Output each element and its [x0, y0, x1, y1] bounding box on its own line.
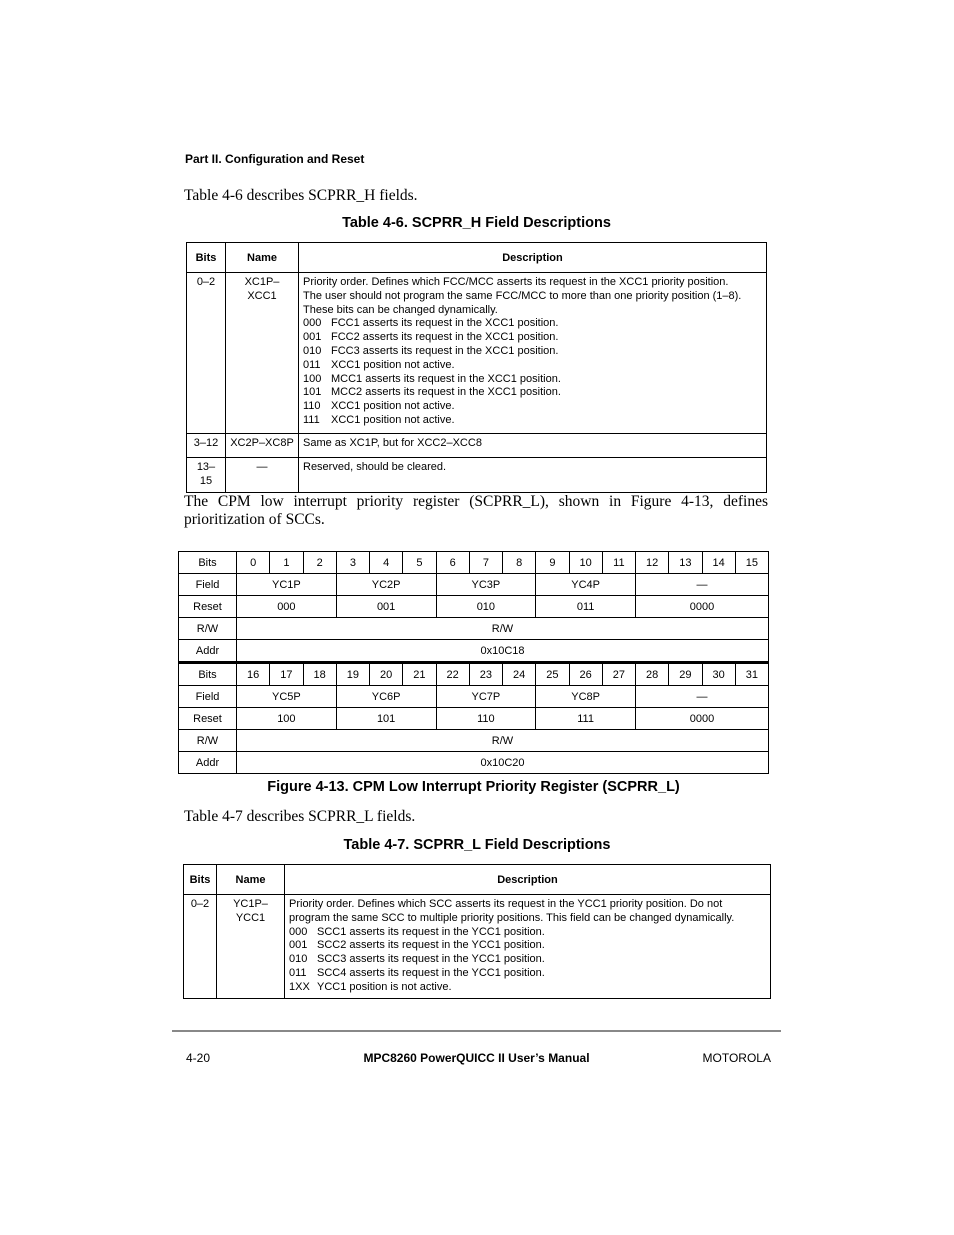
bits-cell: 0–2 [187, 273, 226, 434]
reset-value: 100 [237, 708, 337, 730]
code-text: SCC2 asserts its request in the YCC1 position. [317, 939, 545, 952]
field-name: YC2P [336, 574, 436, 596]
bit-number: 7 [469, 552, 502, 574]
table-row [187, 273, 767, 434]
code-value: 000 [303, 317, 322, 330]
code-line [303, 317, 762, 331]
bit-number: 14 [702, 552, 735, 574]
code-line [303, 414, 762, 428]
bit-number: 28 [636, 663, 669, 686]
column-header-name: Name [226, 243, 299, 273]
field-name: YC1P [237, 574, 337, 596]
register-reset-row [179, 708, 769, 730]
description-line: Same as XC1P, but for XCC2–XCC8 [303, 437, 482, 449]
row-label-field: Field [179, 574, 237, 596]
code-line [303, 386, 762, 400]
reset-value: 001 [336, 596, 436, 618]
code-text: FCC2 asserts its request in the XCC1 position. [331, 331, 559, 344]
code-text: SCC4 asserts its request in the YCC1 position. [317, 966, 545, 979]
row-label-rw: R/W [179, 730, 237, 752]
reset-value: 110 [436, 708, 536, 730]
description-line: The user should not program the same FCC/MCC to more than one priority position (1–8). [303, 289, 742, 302]
code-text: XCC1 position not active. [331, 413, 455, 426]
bit-number: 19 [336, 663, 369, 686]
bit-number: 21 [403, 663, 436, 686]
description-line: Priority order. Defines which FCC/MCC asserts its request in the XCC1 priority position. [303, 276, 729, 288]
bits-cell: 3–12 [187, 434, 226, 458]
code-value: 100 [303, 372, 322, 385]
addr-value: 0x10C18 [237, 640, 769, 663]
description-line: These bits can be changed dynamically. [303, 303, 498, 316]
bit-number: 31 [735, 663, 768, 686]
field-name: — [636, 686, 769, 708]
code-line [289, 953, 766, 967]
bit-number: 3 [336, 552, 369, 574]
code-value: 001 [289, 939, 308, 952]
bit-number: 4 [370, 552, 403, 574]
column-header-description: Description [285, 865, 771, 895]
register-bits-row [179, 552, 769, 574]
table-4-6 [186, 242, 767, 493]
bit-number: 22 [436, 663, 469, 686]
bit-number: 27 [602, 663, 635, 686]
bit-number: 24 [503, 663, 536, 686]
bit-number: 29 [669, 663, 702, 686]
brand-name: MOTOROLA [702, 1051, 771, 1065]
description-cell [299, 458, 767, 493]
column-header-bits: Bits [187, 243, 226, 273]
running-header: Part II. Configuration and Reset [185, 152, 365, 166]
code-text: XCC1 position not active. [331, 400, 455, 413]
field-name: YC5P [237, 686, 337, 708]
description-line: Reserved, should be cleared. [303, 461, 447, 473]
register-rw-row [179, 618, 769, 640]
code-value: 001 [303, 331, 322, 344]
field-name: YC8P [536, 686, 636, 708]
row-label-rw: R/W [179, 618, 237, 640]
manual-title: MPC8260 PowerQUICC II User’s Manual [363, 1051, 590, 1065]
code-line [289, 981, 766, 995]
description-line: Priority order. Defines which SCC asserts its request in the YCC1 priority position. Do not [289, 898, 723, 910]
bit-number: 13 [669, 552, 702, 574]
code-line [303, 400, 762, 414]
field-name: YC3P [436, 574, 536, 596]
bit-number: 12 [636, 552, 669, 574]
scprr-l-paragraph: The CPM low interrupt priority register (SCPRR_L), shown in Figure 4-13, defines prioritization of SCCs. [184, 493, 768, 528]
reset-value: 111 [536, 708, 636, 730]
row-label-reset: Reset [179, 596, 237, 618]
bit-number: 17 [270, 663, 303, 686]
reset-value: 010 [436, 596, 536, 618]
field-name: YC6P [336, 686, 436, 708]
table-header-row [187, 243, 767, 273]
name-cell: — [226, 458, 299, 493]
bit-number: 10 [569, 552, 602, 574]
row-label-bits: Bits [179, 663, 237, 686]
field-name: — [636, 574, 769, 596]
table-row [184, 895, 771, 999]
table-4-6-caption: Table 4-6. SCPRR_H Field Descriptions [342, 215, 611, 231]
reset-value: 101 [336, 708, 436, 730]
bit-number: 25 [536, 663, 569, 686]
reset-value: 011 [536, 596, 636, 618]
bit-number: 26 [569, 663, 602, 686]
code-value: 1XX [289, 980, 310, 993]
bit-number: 20 [370, 663, 403, 686]
bit-number: 30 [702, 663, 735, 686]
code-value: 010 [303, 344, 322, 357]
intro-table-4-6: Table 4-6 describes SCPRR_H fields. [184, 187, 418, 204]
table-header-row [184, 865, 771, 895]
code-text: FCC1 asserts its request in the XCC1 position. [331, 317, 559, 330]
footer-rule [172, 1030, 781, 1032]
column-header-name: Name [217, 865, 285, 895]
code-line [289, 926, 766, 940]
bit-number: 2 [303, 552, 336, 574]
bit-number: 23 [469, 663, 502, 686]
code-value: 000 [289, 925, 308, 938]
description-cell [285, 895, 771, 999]
row-label-bits: Bits [179, 552, 237, 574]
bit-number: 9 [536, 552, 569, 574]
description-cell [299, 273, 767, 434]
bit-number: 15 [735, 552, 768, 574]
code-line [303, 345, 762, 359]
register-addr-row [179, 752, 769, 774]
register-addr-row [179, 640, 769, 663]
reset-value: 000 [237, 596, 337, 618]
name-cell: XC2P–XC8P [226, 434, 299, 458]
code-text: MCC1 asserts its request in the XCC1 position. [331, 372, 561, 385]
bit-number: 0 [237, 552, 270, 574]
field-name: YC7P [436, 686, 536, 708]
intro-table-4-7: Table 4-7 describes SCPRR_L fields. [184, 808, 416, 825]
reset-value: 0000 [636, 708, 769, 730]
bit-number: 18 [303, 663, 336, 686]
code-value: 101 [303, 386, 322, 399]
code-text: SCC3 asserts its request in the YCC1 position. [317, 953, 545, 966]
bit-number: 5 [403, 552, 436, 574]
register-field-row [179, 686, 769, 708]
table-4-7 [183, 864, 771, 999]
row-label-field: Field [179, 686, 237, 708]
register-field-row [179, 574, 769, 596]
code-line [289, 939, 766, 953]
figure-4-13-caption: Figure 4-13. CPM Low Interrupt Priority Register (SCPRR_L) [267, 779, 680, 795]
column-header-description: Description [299, 243, 767, 273]
register-reset-row [179, 596, 769, 618]
table-row [187, 458, 767, 493]
register-bits-row [179, 663, 769, 686]
register-diagram-scprr-l [178, 551, 769, 774]
rw-value: R/W [237, 730, 769, 752]
field-name: YC4P [536, 574, 636, 596]
bit-number: 8 [503, 552, 536, 574]
code-value: 011 [303, 358, 321, 371]
addr-value: 0x10C20 [237, 752, 769, 774]
code-value: 110 [303, 400, 321, 413]
code-value: 111 [303, 413, 320, 426]
code-value: 011 [289, 966, 307, 979]
page-number: 4-20 [186, 1051, 211, 1065]
bit-number: 6 [436, 552, 469, 574]
register-rw-row [179, 730, 769, 752]
description-line: program the same SCC to multiple priority positions. This field can be changed dynamically. [289, 911, 735, 924]
bit-number: 16 [237, 663, 270, 686]
code-text: SCC1 asserts its request in the YCC1 position. [317, 925, 545, 938]
row-label-reset: Reset [179, 708, 237, 730]
bits-cell: 13–15 [187, 458, 226, 493]
code-line [303, 359, 762, 373]
code-text: FCC3 asserts its request in the XCC1 position. [331, 344, 559, 357]
rw-value: R/W [237, 618, 769, 640]
table-row [187, 434, 767, 458]
bit-number: 1 [270, 552, 303, 574]
code-text: XCC1 position not active. [331, 358, 455, 371]
name-cell: XC1P–XCC1 [226, 273, 299, 434]
bits-cell: 0–2 [184, 895, 217, 999]
row-label-addr: Addr [179, 640, 237, 663]
code-line [289, 967, 766, 981]
column-header-bits: Bits [184, 865, 217, 895]
description-cell [299, 434, 767, 458]
code-text: MCC2 asserts its request in the XCC1 position. [331, 386, 561, 399]
row-label-addr: Addr [179, 752, 237, 774]
code-line [303, 373, 762, 387]
bit-number: 11 [602, 552, 635, 574]
code-value: 010 [289, 953, 308, 966]
code-line [303, 331, 762, 345]
code-text: YCC1 position is not active. [317, 980, 452, 993]
name-cell: YC1P–YCC1 [217, 895, 285, 999]
table-4-7-caption: Table 4-7. SCPRR_L Field Descriptions [343, 837, 611, 853]
reset-value: 0000 [636, 596, 769, 618]
